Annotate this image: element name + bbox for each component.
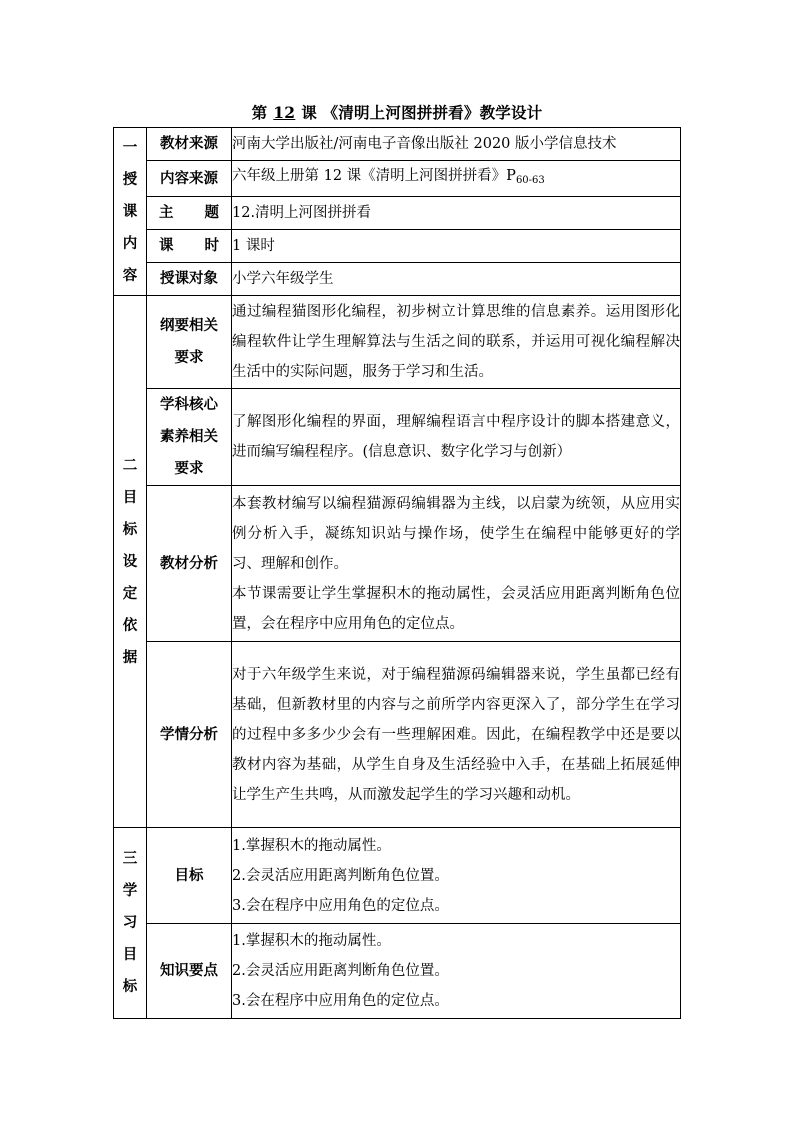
row-core-literacy (114, 389, 681, 486)
value-objectives (232, 828, 681, 924)
page-range: 60-63 (515, 175, 545, 186)
section-2-char: 据 (122, 648, 138, 666)
label-topic-char: 题 (204, 204, 219, 221)
label-textbook-source: 教材来源 (147, 128, 232, 161)
section-3-label (114, 828, 147, 1019)
analysis-paragraph: 本套教材编写以编程猫源码编辑器为主线，以启蒙为统领，从应用实例分析入手，凝练知识站与操作场，使学生在编程中能够更好的学习、理解和创作。 (232, 495, 680, 572)
section-1-char: 容 (122, 266, 138, 284)
title-prefix: 第 (251, 103, 268, 122)
row-student-analysis (114, 642, 681, 828)
value-key-points (232, 924, 681, 1019)
key-point-item: 2.会灵活应用距离判断角色位置。 (232, 963, 449, 979)
row-content-source (114, 161, 681, 197)
row-key-points (114, 924, 681, 1019)
section-2-char: 二 (122, 456, 138, 474)
section-3-char: 目 (122, 946, 138, 963)
content-source-text: 六年级上册第 12 课《清明上河图拼拼看》P (232, 168, 516, 184)
label-hours-char: 时 (204, 237, 219, 254)
value-class-hours: 1 课时 (232, 230, 681, 263)
value-textbook-source: 河南大学出版社/河南电子音像出版社 2020 版小学信息技术 (232, 128, 681, 161)
value-student-analysis: 对于六年级学生来说，对于编程猫源码编辑器来说，学生虽都已经有基础，但新教材里的内容与之前所学内容更深入了，部分学生在学习的过程中多多少少会有一些理解困难。因此，在编程教学中还是要以教材内容为基础，从学生自身及生活经验中入手，在基础上拓展延伸让学生产生共鸣，从而激发起学生的学习兴趣和动机。 (232, 642, 681, 828)
label-outline-requirements (147, 296, 232, 389)
section-3-char: 学 (122, 882, 138, 899)
section-1-char: 授 (122, 170, 138, 188)
value-content-source (232, 161, 681, 197)
objective-item: 2.会灵活应用距离判断角色位置。 (232, 867, 449, 884)
section-2-char: 定 (122, 584, 138, 602)
label-line: 要求 (174, 349, 204, 366)
row-class-hours (114, 230, 681, 263)
label-class-hours (147, 230, 232, 263)
section-2-char: 标 (122, 520, 138, 538)
section-2-char: 目 (122, 488, 138, 506)
section-3-char: 习 (122, 914, 138, 931)
value-audience: 小学六年级学生 (232, 263, 681, 296)
value-textbook-analysis (232, 486, 681, 642)
label-textbook-analysis: 教材分析 (147, 486, 232, 642)
label-audience: 授课对象 (147, 263, 232, 296)
label-content-source: 内容来源 (147, 161, 232, 197)
row-textbook-source (114, 128, 681, 161)
label-core-literacy (147, 389, 232, 486)
row-topic (114, 197, 681, 230)
analysis-paragraph: 本节课需要让学生掌握积木的拖动属性，会灵活应用距离判断角色位置，会在程序中应用角色的定位点。 (232, 585, 680, 632)
label-topic-char: 主 (159, 204, 174, 221)
section-1-char: 课 (122, 202, 138, 220)
label-line: 素养相关 (160, 428, 218, 445)
section-2-char: 依 (122, 616, 138, 634)
value-core-literacy: 了解图形化编程的界面，理解编程语言中程序设计的脚本搭建意义，进而编写编程程序。(信息意识、数字化学习与创新） (232, 389, 681, 486)
row-textbook-analysis (114, 486, 681, 642)
row-audience (114, 263, 681, 296)
label-line: 学科核心 (160, 396, 218, 413)
section-1-char: 一 (122, 138, 138, 156)
value-outline-requirements: 通过编程猫图形化编程，初步树立计算思维的信息素养。运用图形化编程软件让学生理解算法与生活之间的联系，并运用可视化编程解决生活中的实际问题，服务于学习和生活。 (232, 296, 681, 389)
label-line: 纲要相关 (160, 317, 218, 334)
page-title (0, 101, 794, 123)
lesson-plan-table (113, 127, 681, 1019)
row-objectives (114, 828, 681, 924)
section-2-label (114, 296, 147, 828)
row-outline-requirements (114, 296, 681, 389)
value-topic: 12.清明上河图拼拼看 (232, 197, 681, 230)
objective-item: 3.会在程序中应用角色的定位点。 (232, 897, 449, 914)
label-key-points: 知识要点 (147, 924, 232, 1019)
objective-item: 1.掌握积木的拖动属性。 (232, 837, 391, 854)
label-hours-char: 课 (159, 237, 174, 254)
key-point-item: 3.会在程序中应用角色的定位点。 (232, 993, 449, 1009)
section-3-char: 标 (122, 978, 138, 995)
key-point-item: 1.掌握积木的拖动属性。 (232, 933, 391, 949)
section-1-label (114, 128, 147, 296)
lesson-number: 12 (273, 103, 296, 122)
label-line: 要求 (174, 460, 204, 477)
label-topic (147, 197, 232, 230)
label-student-analysis: 学情分析 (147, 642, 232, 828)
section-2-char: 设 (122, 552, 138, 570)
section-1-char: 内 (122, 234, 138, 252)
label-objectives: 目标 (147, 828, 232, 924)
title-suffix: 课 《清明上河图拼拼看》教学设计 (301, 103, 543, 122)
section-3-char: 三 (122, 850, 138, 867)
